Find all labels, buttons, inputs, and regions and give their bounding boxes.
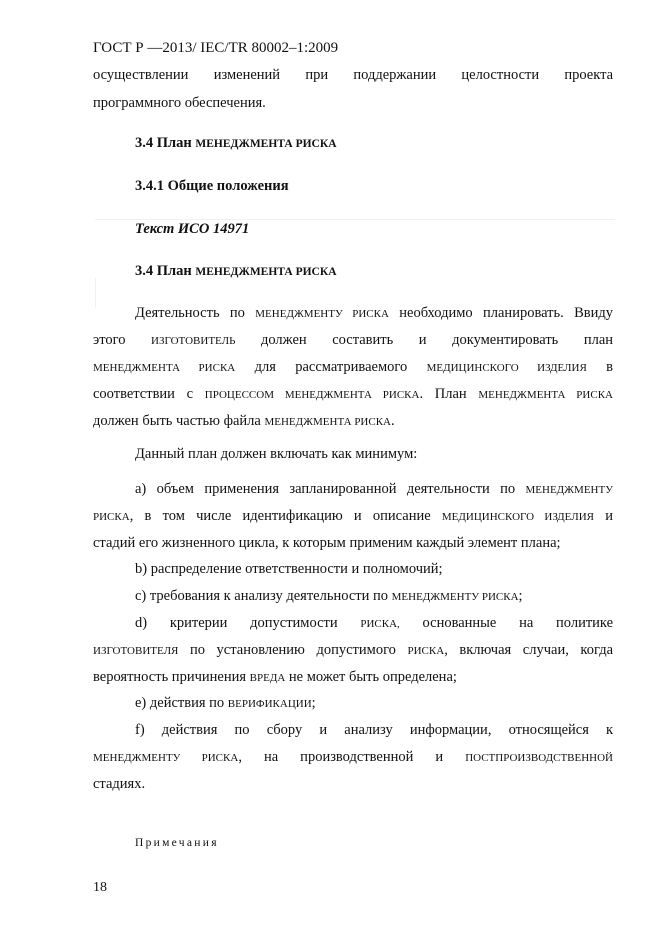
document-header: ГОСТ Р —2013/ IEC/TR 80002–1:2009 (93, 40, 339, 56)
item-a-line-3: стадий его жизненного цикла, к которым применим каждый элемент плана; (93, 535, 561, 551)
intro-line-1: осуществлении изменений при поддержании целостности проекта (93, 67, 614, 83)
item-a-line-1: a) объем применения запланированной деятельности по МЕНЕДЖМЕНТУ (135, 481, 613, 497)
section-heading-3-4-iso: 3.4 План МЕНЕДЖМЕНТА РИСКА (135, 263, 337, 279)
item-d-line-3: вероятность причинения ВРЕДА не может быть определена; (93, 669, 457, 685)
item-c: c) требования к анализу деятельности по МЕНЕДЖМЕНТУ РИСКА; (135, 588, 523, 604)
para1-line-3: МЕНЕДЖМЕНТА РИСКА для рассматриваемого МЕДИЦИНСКОГО ИЗДЕЛИЯ в (93, 359, 613, 375)
item-e: e) действия по ВЕРИФИКАЦИИ; (135, 695, 316, 711)
iso-text-label: Текст ИСО 14971 (135, 221, 250, 237)
item-b: b) распределение ответственности и полномочий; (135, 561, 443, 577)
item-f-line-3: стадиях. (93, 776, 146, 792)
para1-line-1: Деятельность по МЕНЕДЖМЕНТУ РИСКА необходимо планировать. Ввиду (135, 305, 614, 321)
item-f-line-1: f) действия по сбору и анализу информации, относящейся к (135, 722, 614, 738)
item-a-line-2: РИСКА, в том числе идентификацию и описание МЕДИЦИНСКОГО ИЗДЕЛИЯ и (93, 508, 613, 524)
item-d-line-2: ИЗГОТОВИТЕЛЯ по установлению допустимого РИСКА, включая случаи, когда (93, 642, 614, 658)
section-heading-3-4-1: 3.4.1 Общие положения (135, 178, 289, 194)
intro-line-2: программного обеспечения. (93, 95, 266, 111)
notes-label: Примечания (135, 837, 219, 849)
item-d-line-1: d) критерии допустимости РИСКА, основанные на политике (135, 615, 614, 631)
section-heading-3-4: 3.4 План МЕНЕДЖМЕНТА РИСКА (135, 135, 337, 151)
page-number: 18 (93, 880, 107, 895)
para2: Данный план должен включать как минимум: (135, 446, 418, 462)
scan-artifact-line (95, 219, 615, 220)
para1-line-4: соответствии с ПРОЦЕССОМ МЕНЕДЖМЕНТА РИСКА. План МЕНЕДЖМЕНТА РИСКА (93, 386, 613, 402)
item-f-line-2: МЕНЕДЖМЕНТУ РИСКА, на производственной и ПОСТПРОИЗВОДСТВЕННОЙ (93, 749, 613, 765)
para1-line-2: этого ИЗГОТОВИТЕЛЬ должен составить и документировать план (93, 332, 614, 348)
scan-artifact-mark (95, 278, 96, 308)
para1-line-5: должен быть частью файла МЕНЕДЖМЕНТА РИСКА. (93, 413, 395, 429)
